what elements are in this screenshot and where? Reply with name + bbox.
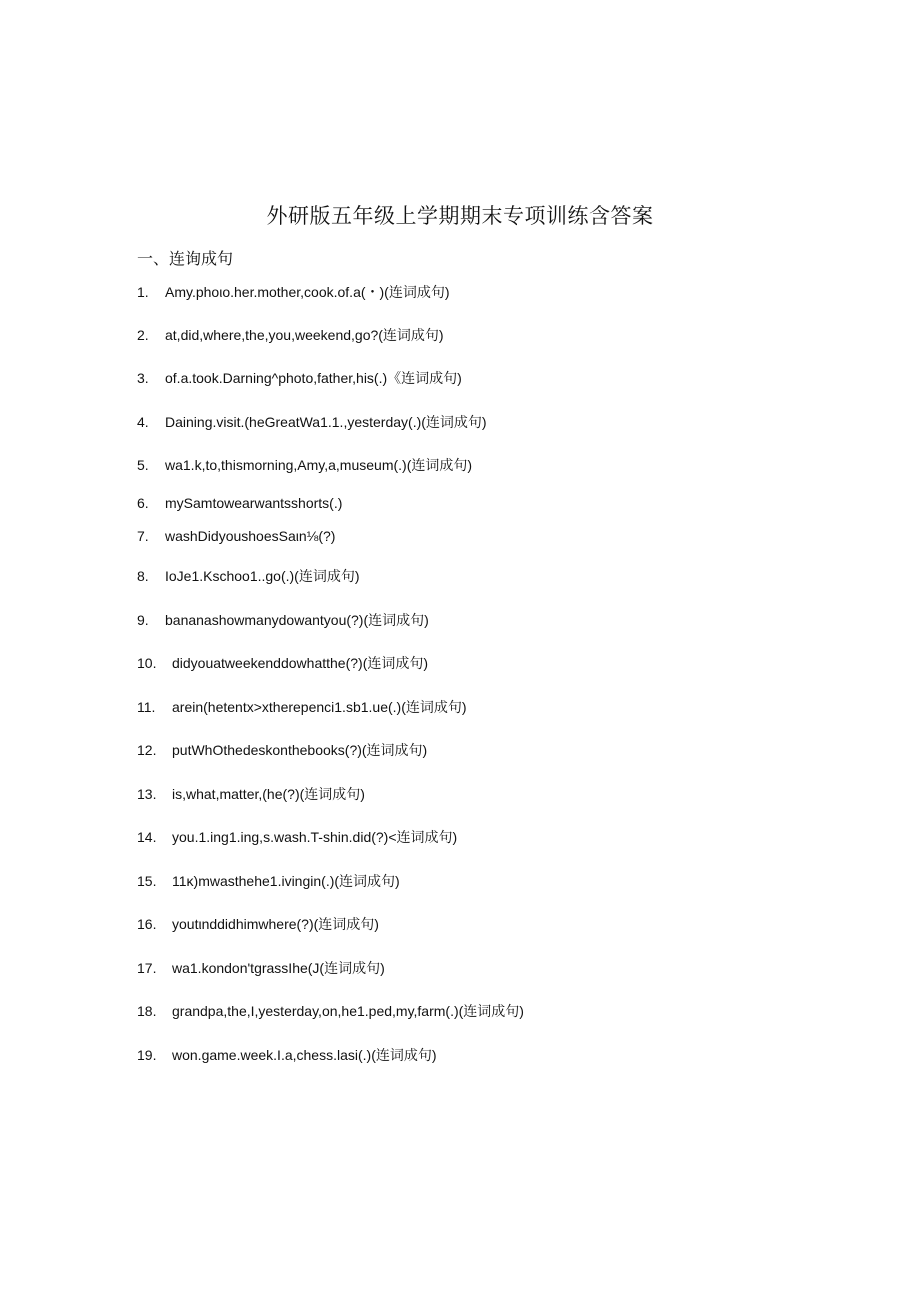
question-item (137, 872, 400, 890)
question-text: at,did,where,the,you,weekend,go?(连词成句) (165, 327, 444, 343)
question-number: 8. (137, 568, 149, 584)
question-item (137, 915, 379, 933)
question-item (137, 611, 429, 629)
question-text: grandpa,the,I,yesterday,on,he1.ped,my,farm(.)(连词成句) (172, 1003, 524, 1019)
question-number: 4. (137, 414, 149, 430)
question-item (137, 369, 462, 387)
question-item (137, 654, 428, 672)
question-number: 2. (137, 327, 149, 343)
question-item (137, 1002, 524, 1020)
question-number: 10. (137, 655, 157, 671)
question-text: 11κ)mwasthehe1.ivingin(.)(连词成句) (172, 873, 400, 889)
document-title: 外研版五年级上学期期末专项训练含答案 (266, 205, 654, 228)
question-text: arein(hetentx>xtherepenci1.sb1.ue(.)(连词成句) (172, 699, 467, 715)
question-number: 7. (137, 528, 149, 544)
question-text: you.1.ing1.ing,s.wash.T-shin.did(?)<连词成句) (172, 829, 458, 845)
question-text: washDidyoushoesSaιn⅛(?) (165, 528, 336, 544)
question-number: 6. (137, 495, 149, 511)
question-number: 12. (137, 742, 157, 758)
section-heading: 一、连询成句 (137, 251, 234, 268)
question-text: didyouatweekenddowhatthe(?)(连词成句) (172, 655, 429, 671)
question-item (137, 828, 457, 846)
question-text: of.a.took.Darning^photo,father,his(.)《连词成句) (165, 370, 462, 386)
question-item (137, 785, 365, 803)
question-item (137, 326, 444, 344)
question-item (137, 413, 487, 431)
question-text: Amy.phoιo.her.mother,cook.of.a(・)(连词成句) (165, 284, 450, 300)
question-item (137, 456, 472, 474)
question-number: 3. (137, 370, 149, 386)
question-item (137, 527, 335, 545)
question-text: Daining.visit.(heGreatWa1.1.,yesterday(.)(连词成句) (165, 414, 487, 430)
question-item (137, 698, 467, 716)
question-number: 18. (137, 1003, 157, 1019)
question-text: is,what,matter,(he(?)(连词成句) (172, 786, 365, 802)
question-number: 9. (137, 612, 149, 628)
question-number: 13. (137, 786, 157, 802)
question-text: wa1.k,to,thismorning,Amy,a,museum(.)(连词成句) (165, 457, 473, 473)
question-text: mySamtowearwantsshorts(.) (165, 495, 343, 511)
question-number: 15. (137, 873, 157, 889)
question-item (137, 1046, 437, 1064)
question-number: 11. (137, 699, 156, 715)
question-number: 14. (137, 829, 157, 845)
question-number: 17. (137, 960, 157, 976)
question-number: 19. (137, 1047, 157, 1063)
question-item (137, 567, 360, 585)
question-text: bananashowmanydowantyou(?)(连词成句) (165, 612, 429, 628)
question-text: youtιnddidhimwhere(?)(连词成句) (172, 916, 379, 932)
question-item (137, 283, 450, 301)
question-text: won.game.week.I.a,chess.lasi(.)(连词成句) (172, 1047, 437, 1063)
question-text: IoJe1.Kschoo1..go(.)(连词成句) (165, 568, 360, 584)
question-number: 5. (137, 457, 149, 473)
question-number: 16. (137, 916, 157, 932)
question-text: putWhOthedeskonthebooks(?)(连词成句) (172, 742, 428, 758)
question-item (137, 959, 385, 977)
question-text: wa1.kondon'tgrassIhe(J(连词成句) (172, 960, 385, 976)
question-number: 1. (137, 284, 149, 300)
question-item (137, 494, 342, 512)
question-item (137, 741, 427, 759)
